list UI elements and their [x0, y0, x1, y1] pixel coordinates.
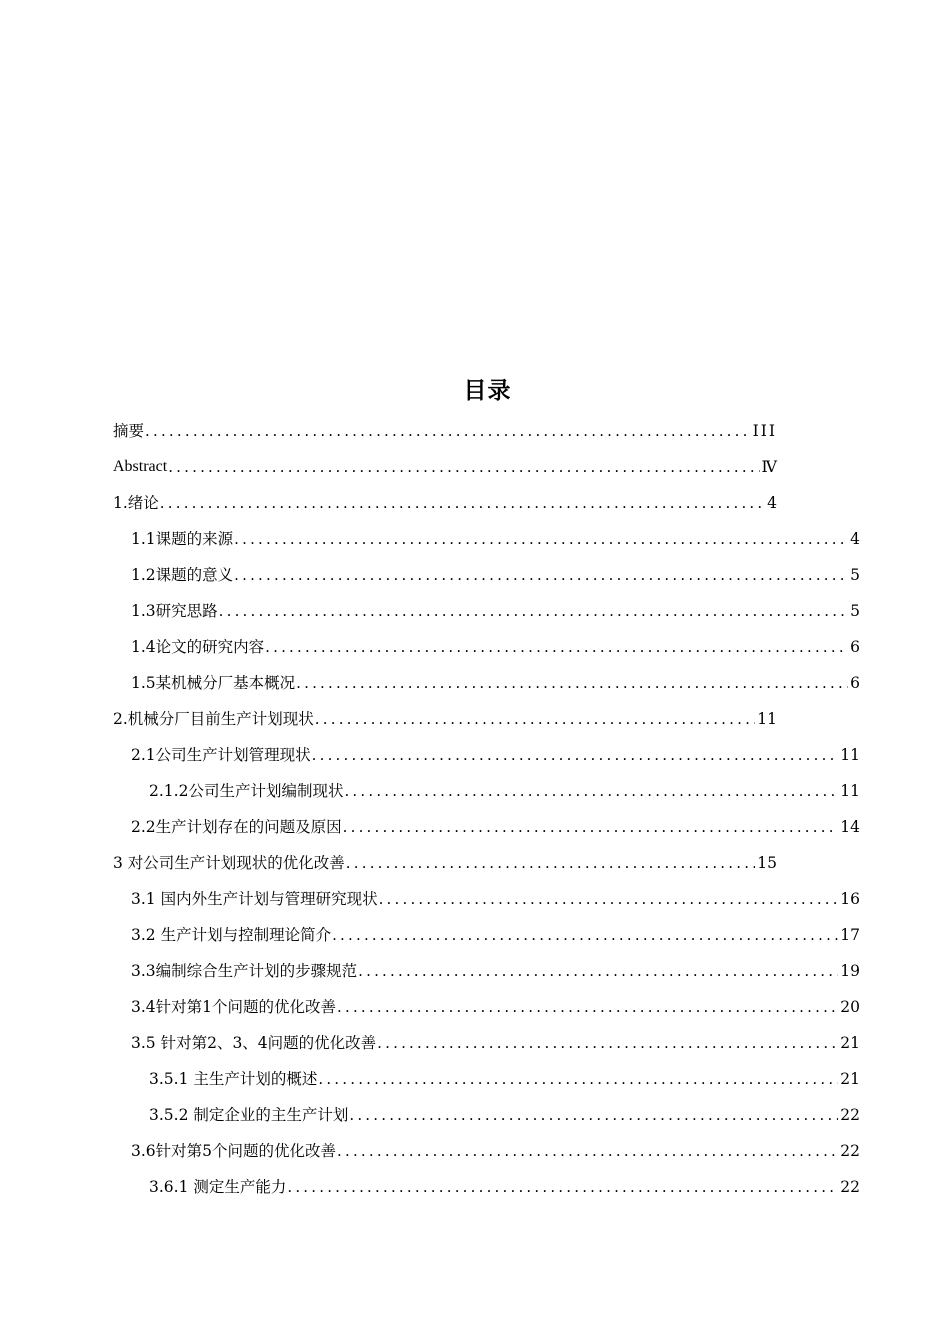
toc-entry-page: III [752, 422, 777, 440]
toc-title: 目录 [463, 378, 512, 404]
toc-entry-label: 2.机械分厂目前生产计划现状 [113, 710, 314, 728]
toc-entry-label: 1.3研究思路 [131, 602, 218, 620]
toc-entry-label: 1.2课题的意义 [131, 566, 234, 584]
dot-leader [296, 665, 848, 701]
dot-leader [349, 1097, 838, 1133]
toc-entry-page: 11 [840, 746, 860, 764]
toc-entry[interactable] [131, 737, 860, 773]
dot-leader [332, 917, 838, 953]
toc-entry-page: 20 [840, 998, 860, 1016]
toc-entry-page: Ⅳ [761, 458, 777, 476]
dot-leader [287, 1169, 838, 1205]
toc-entry-label: 3.2 生产计划与控制理论简介 [131, 926, 332, 944]
dot-leader [265, 629, 848, 665]
dot-leader [160, 485, 765, 521]
toc-entry-page: 16 [840, 890, 860, 908]
toc-entry-page: 19 [840, 962, 860, 980]
toc-entry-page: 6 [850, 674, 860, 692]
dot-leader [234, 557, 848, 593]
dot-leader [344, 773, 838, 809]
dot-leader [377, 1025, 838, 1061]
toc-entry-label: 2.1.2公司生产计划编制现状 [149, 782, 344, 800]
toc-entry-label: 1.5某机械分厂基本概况 [131, 674, 296, 692]
toc-entry[interactable] [113, 413, 777, 449]
toc-entry[interactable] [113, 449, 777, 485]
toc-entry[interactable] [149, 1097, 860, 1133]
dot-leader [312, 737, 839, 773]
toc-entry[interactable] [149, 773, 860, 809]
toc-entry-page: 4 [767, 494, 777, 512]
toc-entry-page: 17 [840, 926, 860, 944]
toc-entry[interactable] [131, 809, 860, 845]
toc-entry-label: 3.6针对第5个问题的优化改善 [131, 1142, 337, 1160]
toc-entry[interactable] [149, 1169, 860, 1205]
toc-entry[interactable] [131, 881, 860, 917]
dot-leader [346, 845, 755, 881]
toc-entry[interactable] [131, 593, 860, 629]
dot-leader [234, 521, 848, 557]
toc-entry[interactable] [131, 629, 860, 665]
dot-leader [168, 449, 759, 485]
toc-entry-page: 11 [757, 710, 777, 728]
toc-entry[interactable] [131, 1025, 860, 1061]
toc-entry[interactable] [113, 845, 777, 881]
toc-entry[interactable] [131, 953, 860, 989]
dot-leader [219, 593, 848, 629]
toc-entry-page: 21 [840, 1034, 860, 1052]
toc-entry-label: 3.5.1 主生产计划的概述 [149, 1070, 318, 1088]
dot-leader [343, 809, 839, 845]
toc-entry-label: 3.4针对第1个问题的优化改善 [131, 998, 337, 1016]
toc-entry-label: 1.4论文的研究内容 [131, 638, 265, 656]
toc-entry-label: 3 对公司生产计划现状的优化改善 [113, 854, 345, 872]
toc-entry-page: 15 [757, 854, 777, 872]
toc-entry-label: 1.1课题的来源 [131, 530, 234, 548]
toc-entry[interactable] [131, 917, 860, 953]
toc-entry-label: 3.1 国内外生产计划与管理研究现状 [131, 890, 378, 908]
toc-entry-page: 22 [840, 1178, 860, 1196]
toc-entry-label: 2.2生产计划存在的问题及原因 [131, 818, 342, 836]
toc-entry-label: 3.5.2 制定企业的主生产计划 [149, 1106, 349, 1124]
toc-entry-page: 21 [840, 1070, 860, 1088]
toc-entry-page: 5 [850, 566, 860, 584]
toc-entry-label: 摘要 [113, 422, 145, 440]
toc-entry[interactable] [131, 1133, 860, 1169]
dot-leader [315, 701, 755, 737]
toc-entry-page: 11 [840, 782, 860, 800]
toc-entry-label: 3.5 针对第2、3、4问题的优化改善 [131, 1034, 377, 1052]
toc-entry[interactable] [149, 1061, 860, 1097]
toc-entry-page: 5 [850, 602, 860, 620]
toc-entry-page: 6 [850, 638, 860, 656]
toc-entry[interactable] [113, 701, 777, 737]
toc-entry[interactable] [131, 665, 860, 701]
dot-leader [337, 989, 838, 1025]
toc-entry-page: 22 [840, 1142, 860, 1160]
toc-entry-label: 2.1公司生产计划管理现状 [131, 746, 311, 764]
toc-entry[interactable] [131, 557, 860, 593]
toc-entry-label: Abstract [113, 458, 168, 475]
dot-leader [358, 953, 838, 989]
dot-leader [337, 1133, 838, 1169]
toc-entry-label: 3.6.1 测定生产能力 [149, 1178, 287, 1196]
dot-leader [379, 881, 839, 917]
dot-leader [145, 413, 751, 449]
toc-entry-label: 1.绪论 [113, 494, 159, 512]
toc-entry[interactable] [131, 521, 860, 557]
dot-leader [318, 1061, 838, 1097]
toc-entry-page: 14 [840, 818, 860, 836]
toc-entry-page: 4 [850, 530, 860, 548]
toc-entry-page: 22 [840, 1106, 860, 1124]
toc-entry-label: 3.3编制综合生产计划的步骤规范 [131, 962, 358, 980]
toc-entry[interactable] [131, 989, 860, 1025]
toc-entry[interactable] [113, 485, 777, 521]
